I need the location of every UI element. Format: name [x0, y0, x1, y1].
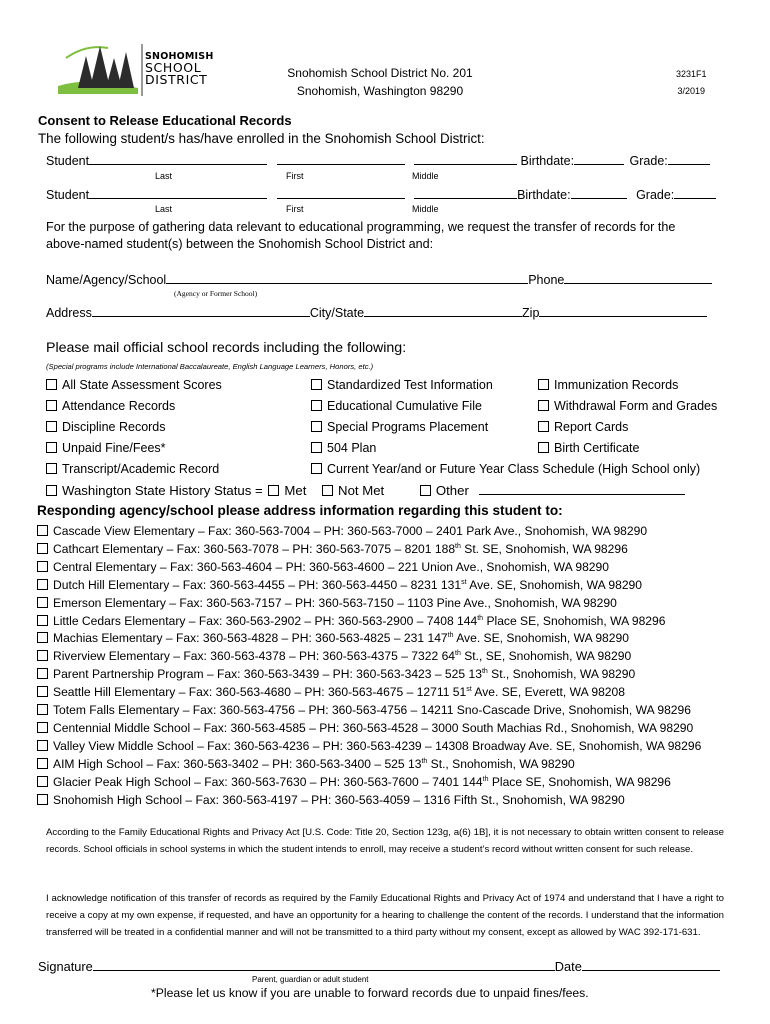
school-text-tail: Ave. SE, Snohomish, WA 98290: [466, 577, 643, 592]
school-row[interactable]: [37, 667, 635, 681]
logo-line-1: SNOHOMISH: [145, 51, 214, 62]
check-label: Birth Certificate: [554, 441, 640, 455]
school-text: Cascade View Elementary – Fax: 360-563-7004 – PH: 360-563-7000 – 2401 Park Ave., Snohomish, WA 98290: [53, 524, 648, 538]
signature-field[interactable]: [93, 958, 555, 971]
check-label: Standardized Test Information: [327, 378, 493, 392]
name-agency-label: Name/Agency/School: [46, 273, 167, 287]
met-checkbox[interactable]: [268, 485, 279, 496]
school-row[interactable]: [37, 793, 625, 807]
checkbox[interactable]: [311, 400, 322, 411]
ordinal-suffix: th: [481, 668, 488, 676]
responding-heading: Responding agency/school please address information regarding this student to:: [37, 503, 563, 518]
acknowledge-text: I acknowledge notification of this transfer of records as required by the Family Educational Rights and Privacy Act of 1974 and understand that I have a right to receive a copy at my own expense, if requested, and have an opportunity for a hearing to challenge the content of the records. I understand that the information transferred will be treated in a confidential manner and will not be transmitted to a third party without my consent, except as allowed by WAC 392-171-631.: [46, 893, 724, 938]
school-row[interactable]: [37, 685, 625, 699]
logo-line-2: SCHOOL: [145, 59, 202, 75]
check-label: Unpaid Fine/Fees*: [62, 441, 166, 455]
ordinal-suffix: th: [447, 632, 454, 640]
school-text: AIM High School – Fax: 360-563-3402 – PH: 360-563-3400 – 525 13: [53, 756, 422, 771]
grade-label: Grade:: [636, 188, 675, 202]
student-row-1: [46, 152, 710, 168]
address-row: [46, 304, 707, 320]
school-row[interactable]: [37, 757, 575, 771]
school-text: Central Elementary – Fax: 360-563-4604 – PH: 360-563-4600 – 221 Union Ave., Snohomish, WA 98290: [53, 559, 609, 574]
ordinal-suffix: th: [482, 775, 489, 783]
check-label: Report Cards: [554, 420, 629, 434]
checkbox[interactable]: [37, 597, 48, 608]
checkbox[interactable]: [538, 400, 549, 411]
check-item[interactable]: [311, 462, 700, 476]
met-label: Met: [284, 483, 307, 498]
student-1-grade-field[interactable]: [668, 152, 710, 165]
birthdate-label: Birthdate:: [520, 154, 575, 168]
checkbox[interactable]: [538, 379, 549, 390]
intro-text: The following student/s has/have enrolled in the Snohomish School District:: [38, 131, 485, 146]
purpose-text: For the purpose of gathering data relevant to educational programming, we request the transfer of records for the above-named student(s) between the Snohomish School District and:: [46, 220, 676, 251]
check-item[interactable]: [46, 399, 175, 413]
checkbox[interactable]: [37, 650, 48, 661]
check-item[interactable]: [311, 378, 493, 392]
sub-first: First: [286, 204, 304, 214]
district-logo: [56, 38, 214, 100]
city-state-field[interactable]: [364, 304, 522, 317]
check-item[interactable]: [46, 441, 166, 455]
school-row[interactable]: [37, 631, 629, 645]
student-1-first-field[interactable]: [277, 152, 405, 165]
checkbox[interactable]: [37, 632, 48, 643]
checkbox[interactable]: [37, 561, 48, 572]
student-2-middle-field[interactable]: [414, 186, 517, 199]
other-label: Other: [435, 483, 469, 498]
check-item[interactable]: [538, 420, 628, 434]
checkbox[interactable]: [46, 485, 57, 496]
ordinal-suffix: st: [466, 686, 472, 694]
school-text-tail: Ave. SE, Everett, WA 98208: [471, 685, 625, 700]
sub-first: First: [286, 171, 304, 181]
name-agency-field[interactable]: [166, 271, 528, 284]
school-text-tail: Place SE, Snohomish, WA 98296: [483, 613, 666, 628]
student-1-birthdate-field[interactable]: [574, 152, 624, 165]
check-label: Current Year/and or Future Year Class Schedule (High School only): [327, 462, 701, 476]
school-row[interactable]: [37, 542, 628, 556]
checkbox[interactable]: [311, 421, 322, 432]
school-row[interactable]: [37, 614, 665, 628]
student-label: Student: [46, 154, 90, 168]
checkbox[interactable]: [46, 421, 57, 432]
ordinal-suffix: th: [421, 757, 428, 765]
checkbox[interactable]: [37, 704, 48, 715]
check-label: Transcript/Academic Record: [62, 462, 220, 476]
student-label: Student: [46, 188, 90, 202]
phone-label: Phone: [528, 273, 565, 287]
grade-label: Grade:: [629, 154, 668, 168]
school-row[interactable]: [37, 739, 701, 753]
history-label: Washington State History Status =: [62, 483, 263, 498]
not-met-label: Not Met: [338, 483, 385, 498]
checkbox[interactable]: [311, 463, 322, 474]
check-label: All State Assessment Scores: [62, 378, 222, 392]
mail-note: (Special programs include International Baccalaureate, English Language Learners, Honors, etc.): [46, 362, 374, 371]
school-row[interactable]: [37, 596, 617, 610]
checkbox[interactable]: [37, 525, 48, 536]
school-text-tail: St. SE, Snohomish, WA 98296: [460, 541, 628, 556]
checkbox[interactable]: [311, 442, 322, 453]
checkbox[interactable]: [538, 442, 549, 453]
school-row[interactable]: [37, 560, 609, 574]
district-name: Snohomish School District No. 201: [287, 66, 473, 80]
checkbox[interactable]: [37, 722, 48, 733]
student-2-first-field[interactable]: [277, 186, 405, 199]
checkbox[interactable]: [37, 776, 48, 787]
checkbox[interactable]: [311, 379, 322, 390]
school-text-tail: St., Snohomish, WA 98290: [427, 756, 575, 771]
other-checkbox[interactable]: [420, 485, 431, 496]
check-label: Withdrawal Form and Grades: [554, 399, 718, 413]
check-item[interactable]: [538, 441, 639, 455]
district-header: [270, 64, 490, 100]
school-text: Totem Falls Elementary – Fax: 360-563-4756 – PH: 360-563-4756 – 14211 Sno-Cascade Drive, Snohomish, WA 98296: [53, 703, 691, 717]
check-item[interactable]: [311, 441, 376, 455]
checkbox[interactable]: [37, 668, 48, 679]
student-1-last-field[interactable]: [89, 152, 267, 165]
district-city: Snohomish, Washington 98290: [296, 84, 464, 98]
school-text: Snohomish High School – Fax: 360-563-4197 – PH: 360-563-4059 – 1316 Fifth St., Snohomish, WA 98290: [53, 792, 625, 807]
checkbox[interactable]: [37, 740, 48, 751]
checkbox[interactable]: [538, 421, 549, 432]
checkbox[interactable]: [37, 686, 48, 697]
checkbox[interactable]: [37, 579, 48, 590]
checkbox[interactable]: [37, 615, 48, 626]
city-state-label: City/State: [309, 306, 365, 320]
student-row-2: [46, 186, 716, 202]
school-text-tail: St., SE, Snohomish, WA 98290: [460, 649, 632, 664]
sub-last: Last: [155, 204, 173, 214]
address-label: Address: [46, 306, 92, 320]
sub-middle: Middle: [412, 171, 439, 181]
school-text: Dutch Hill Elementary – Fax: 360-563-4455 – PH: 360-563-4450 – 8231 131: [53, 577, 462, 592]
history-row: [46, 482, 685, 498]
date-field[interactable]: [582, 958, 720, 971]
agency-hint: (Agency or Former School): [174, 289, 258, 298]
signature-hint: Parent, guardian or adult student: [252, 975, 369, 984]
school-text: Parent Partnership Program – Fax: 360-563-3439 – PH: 360-563-3423 – 525 13: [53, 667, 482, 682]
school-row[interactable]: [37, 703, 691, 717]
ordinal-suffix: st: [461, 578, 467, 586]
check-item[interactable]: [311, 399, 482, 413]
student-2-birthdate-field[interactable]: [571, 186, 627, 199]
signature-label: Signature: [38, 959, 93, 974]
school-text: Emerson Elementary – Fax: 360-563-7157 – PH: 360-563-7150 – 1103 Pine Ave., Snohomish, WA 98290: [53, 595, 617, 610]
checkbox[interactable]: [37, 794, 48, 805]
check-label: Immunization Records: [554, 378, 679, 392]
check-label: 504 Plan: [327, 441, 377, 455]
school-text: Little Cedars Elementary – Fax: 360-563-2902 – PH: 360-563-2900 – 7408 144: [53, 613, 478, 628]
school-text: Glacier Peak High School – Fax: 360-563-7630 – PH: 360-563-7600 – 7401 144: [53, 774, 483, 789]
school-text: Riverview Elementary – Fax: 360-563-4378 – PH: 360-563-4375 – 7322 64: [53, 649, 456, 664]
check-item[interactable]: [46, 420, 166, 434]
date-label: Date: [554, 959, 582, 974]
school-text: Seattle Hill Elementary – Fax: 360-563-4680 – PH: 360-563-4675 – 12711 51: [53, 685, 467, 700]
check-item[interactable]: [46, 462, 219, 476]
student-2-grade-field[interactable]: [674, 186, 716, 199]
checkbox[interactable]: [37, 543, 48, 554]
zip-label: Zip: [522, 306, 540, 320]
ferpa-text: According to the Family Educational Rights and Privacy Act [U.S. Code: Title 20, Section 123g, a(6) 1B], it is not necessary to obtain written consent to release records. School officials in school systems in which the student intends to enroll, may receive a student’s record without written consent for such release.: [46, 827, 724, 855]
school-text-tail: Ave. SE, Snohomish, WA 98290: [453, 631, 629, 646]
sub-middle: Middle: [412, 204, 439, 214]
school-row[interactable]: [37, 649, 631, 663]
form-date: 3/2019: [677, 86, 706, 96]
school-text: Valley View Middle School – Fax: 360-563-4236 – PH: 360-563-4239 – 14308 Broadway Ave. SE, Snohomish, WA 98296: [53, 738, 702, 753]
check-label: Special Programs Placement: [327, 420, 489, 434]
school-row[interactable]: [37, 578, 642, 592]
not-met-checkbox[interactable]: [322, 485, 333, 496]
ordinal-suffix: th: [455, 542, 461, 550]
check-item[interactable]: [311, 420, 488, 434]
mail-heading: Please mail official school records including the following:: [46, 340, 407, 356]
checkbox[interactable]: [46, 463, 57, 474]
school-text-tail: St., Snohomish, WA 98290: [487, 667, 636, 682]
school-row[interactable]: [37, 721, 693, 735]
ordinal-suffix: th: [455, 650, 461, 658]
form-number: 3231F1: [676, 69, 707, 79]
student-2-last-field[interactable]: [89, 186, 267, 199]
birthdate-label: Birthdate:: [517, 188, 571, 202]
check-item[interactable]: [538, 399, 717, 413]
check-label: Discipline Records: [62, 420, 166, 434]
school-text-tail: Place SE, Snohomish, WA 98296: [488, 774, 671, 789]
name-agency-row: [46, 271, 712, 287]
ordinal-suffix: th: [477, 614, 484, 622]
school-row[interactable]: [37, 775, 671, 789]
checkbox[interactable]: [46, 379, 57, 390]
footer-note: *Please let us know if you are unable to forward records due to unpaid fines/fees.: [151, 986, 589, 1000]
check-label: Attendance Records: [62, 399, 176, 413]
student-1-middle-field[interactable]: [414, 152, 517, 165]
checkbox[interactable]: [37, 758, 48, 769]
other-field[interactable]: [479, 482, 685, 495]
signature-row: [38, 958, 720, 974]
sub-last: Last: [155, 171, 173, 181]
school-row[interactable]: [37, 524, 647, 538]
check-item[interactable]: [538, 378, 678, 392]
address-field[interactable]: [92, 304, 310, 317]
check-label: Educational Cumulative File: [327, 399, 482, 413]
school-text: Machias Elementary – Fax: 360-563-4828 – PH: 360-563-4825 – 231 147: [53, 631, 448, 646]
phone-field[interactable]: [564, 271, 712, 284]
checkbox[interactable]: [46, 400, 57, 411]
check-item[interactable]: [46, 378, 222, 392]
logo-wordmark: [145, 52, 213, 87]
checkbox[interactable]: [46, 442, 57, 453]
form-info: [676, 66, 707, 100]
logo-line-3: DISTRICT: [145, 72, 208, 87]
form-title: Consent to Release Educational Records: [38, 113, 292, 128]
school-text: Centennial Middle School – Fax: 360-563-4585 – PH: 360-563-4528 – 3000 South Machias Rd., Snohomish, WA 98290: [53, 720, 694, 735]
zip-field[interactable]: [539, 304, 707, 317]
school-text: Cathcart Elementary – Fax: 360-563-7078 – PH: 360-563-7075 – 8201 188: [53, 541, 456, 556]
